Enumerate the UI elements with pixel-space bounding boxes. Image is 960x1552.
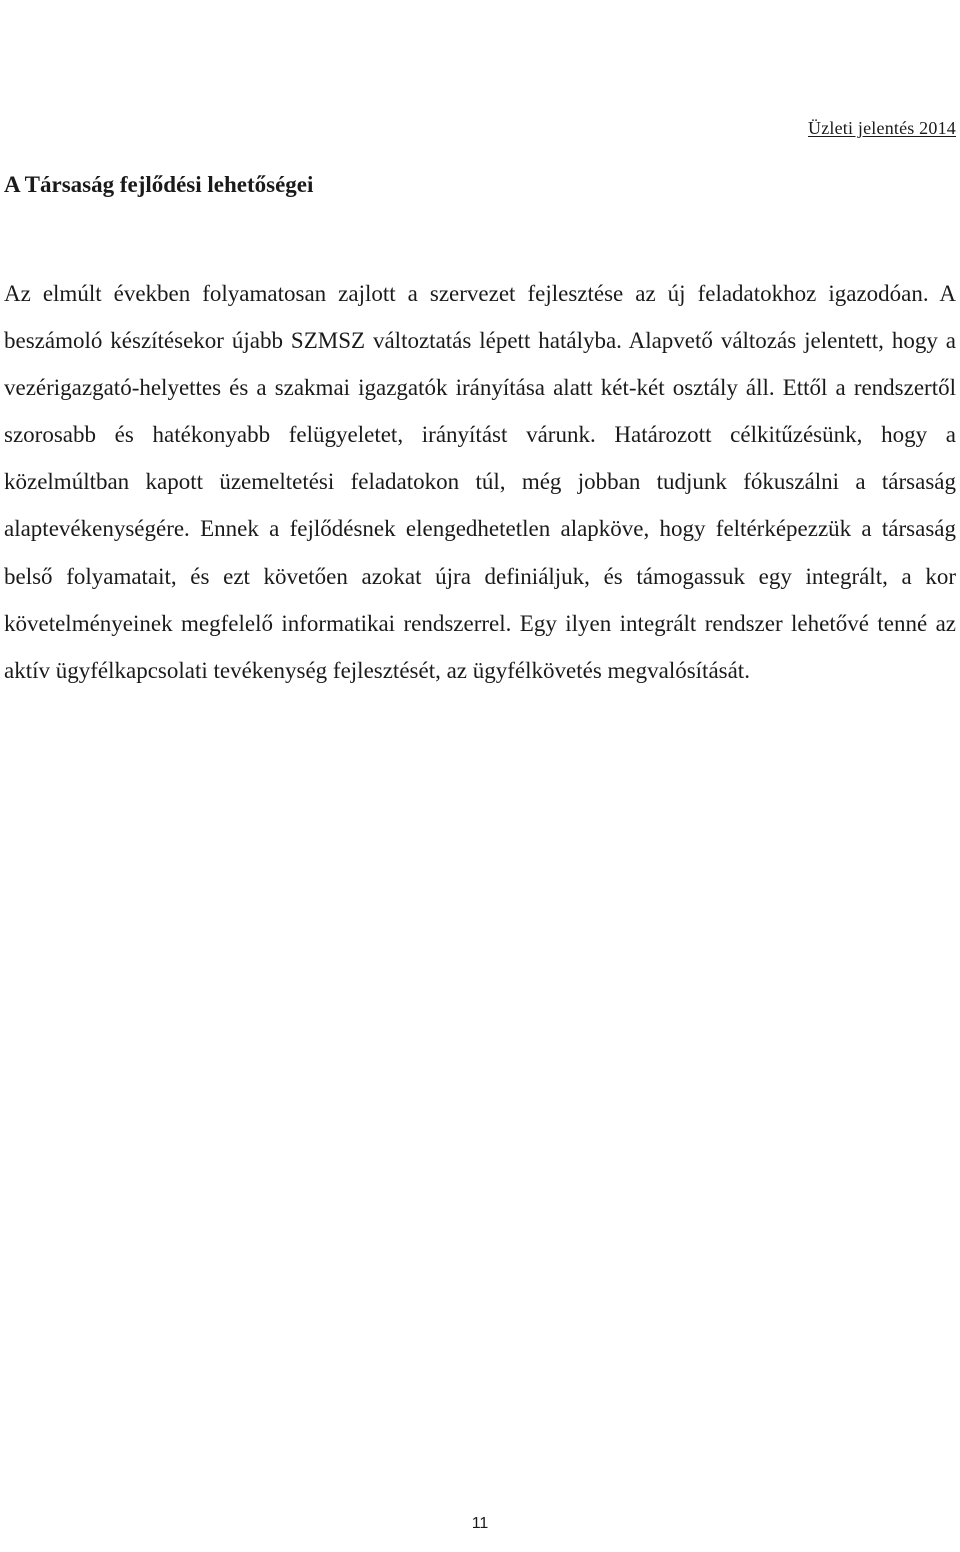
section-heading: A Társaság fejlődési lehetőségei <box>4 172 314 197</box>
body-paragraph: Az elmúlt években folyamatosan zajlott a szervezet fejlesztése az új feladatokhoz igazodóan. A beszámoló készítésekor újabb SZMSZ változtatás lépett hatályba. Alapvető változás jelentett, hogy a vezérigazgató-helyettes és a szakmai igazgatók irányítása alatt két-két osztály áll. Ettől a rendszertől szorosabb és hatékonyabb felügyeletet, irányítást várunk. Határozott célkitűzésünk, hogy a közelmúltban kapott üzemeltetési feladatokon túl, még jobban tudjunk fókuszálni a társaság alaptevékenységére. Ennek a fejlődésnek elengedhetetlen alapköve, hogy feltérképezzük a társaság belső folyamatait, és ezt követően azokat újra definiáljuk, és támogassuk egy integrált, a kor követelményeinek megfelelő informatikai rendszerrel. Egy ilyen integrált rendszer lehetővé tenné az aktív ügyfélkapcsolati tevékenység fejlesztését, az ügyfélkövetés megvalósítását. <box>4 281 956 683</box>
report-header-title: Üzleti jelentés 2014 <box>808 118 956 138</box>
page-number: 11 <box>471 1515 489 1532</box>
